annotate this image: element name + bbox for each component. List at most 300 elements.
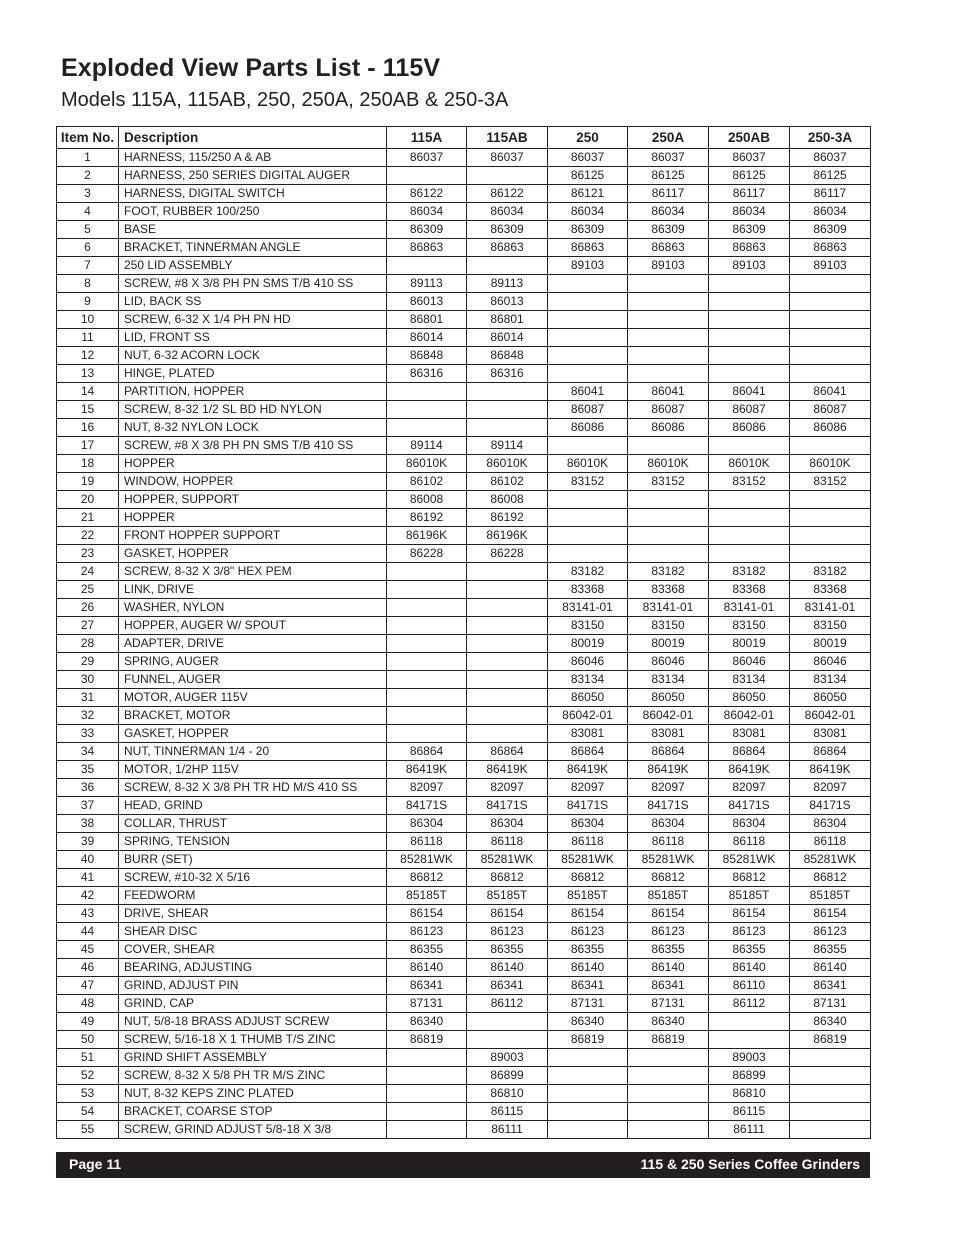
item-no-cell: 28 — [57, 635, 119, 653]
part-115ab-cell: 86037 — [467, 149, 548, 167]
part-250ab-cell: 83134 — [709, 671, 790, 689]
part-250-cell: 83081 — [548, 725, 628, 743]
part-250a-cell: 86309 — [628, 221, 709, 239]
item-no-cell: 48 — [57, 995, 119, 1013]
part-250-cell: 86010K — [548, 455, 628, 473]
part-115a-cell: 87131 — [387, 995, 467, 1013]
part-250-cell: 83141-01 — [548, 599, 628, 617]
part-115a-cell — [387, 1103, 467, 1121]
item-no-cell: 44 — [57, 923, 119, 941]
part-250a-cell: 86340 — [628, 1013, 709, 1031]
item-no-cell: 55 — [57, 1121, 119, 1139]
part-115a-cell: 86801 — [387, 311, 467, 329]
part-115ab-cell — [467, 707, 548, 725]
part-115a-cell: 86154 — [387, 905, 467, 923]
table-row — [57, 941, 871, 959]
part-250-cell: 83152 — [548, 473, 628, 491]
part-250-3a-cell: 83152 — [790, 473, 871, 491]
part-115ab-cell: 86140 — [467, 959, 548, 977]
description-cell: NUT, 8-32 NYLON LOCK — [119, 419, 387, 437]
part-250a-cell: 86154 — [628, 905, 709, 923]
part-250-cell: 87131 — [548, 995, 628, 1013]
part-250-3a-cell: 83150 — [790, 617, 871, 635]
table-row — [57, 203, 871, 221]
part-250-3a-cell — [790, 1103, 871, 1121]
description-cell: MOTOR, 1/2HP 115V — [119, 761, 387, 779]
description-cell: WINDOW, HOPPER — [119, 473, 387, 491]
part-250a-cell: 86041 — [628, 383, 709, 401]
item-no-cell: 39 — [57, 833, 119, 851]
part-115ab-cell — [467, 599, 548, 617]
part-115a-cell: 86196K — [387, 527, 467, 545]
part-250ab-cell — [709, 437, 790, 455]
description-cell: SCREW, 8-32 X 3/8" HEX PEM — [119, 563, 387, 581]
part-250-cell: 86125 — [548, 167, 628, 185]
part-250a-cell: 86037 — [628, 149, 709, 167]
part-250-cell: 86042-01 — [548, 707, 628, 725]
table-row — [57, 833, 871, 851]
part-250-cell: 86819 — [548, 1031, 628, 1049]
part-250-3a-cell: 86037 — [790, 149, 871, 167]
item-no-cell: 15 — [57, 401, 119, 419]
part-115a-cell: 86848 — [387, 347, 467, 365]
table-row — [57, 1121, 871, 1139]
part-250ab-cell: 82097 — [709, 779, 790, 797]
table-row — [57, 779, 871, 797]
part-250-3a-cell: 82097 — [790, 779, 871, 797]
part-115ab-cell — [467, 725, 548, 743]
part-250-cell: 86864 — [548, 743, 628, 761]
part-250-3a-cell: 86304 — [790, 815, 871, 833]
part-250-3a-cell — [790, 545, 871, 563]
part-115a-cell — [387, 563, 467, 581]
part-250a-cell — [628, 311, 709, 329]
table-row — [57, 221, 871, 239]
part-250-3a-cell: 86125 — [790, 167, 871, 185]
table-row — [57, 743, 871, 761]
part-250-3a-cell: 80019 — [790, 635, 871, 653]
table-row — [57, 635, 871, 653]
table-row — [57, 365, 871, 383]
part-250-cell — [548, 491, 628, 509]
item-no-cell: 10 — [57, 311, 119, 329]
part-115ab-cell: 86309 — [467, 221, 548, 239]
table-row — [57, 977, 871, 995]
description-cell: 250 LID ASSEMBLY — [119, 257, 387, 275]
part-115ab-cell: 86196K — [467, 527, 548, 545]
part-250a-cell: 85185T — [628, 887, 709, 905]
part-115a-cell — [387, 1121, 467, 1139]
item-no-cell: 50 — [57, 1031, 119, 1049]
part-250ab-cell: 86812 — [709, 869, 790, 887]
part-250a-cell: 83141-01 — [628, 599, 709, 617]
part-250ab-cell: 86117 — [709, 185, 790, 203]
part-115a-cell: 86140 — [387, 959, 467, 977]
item-no-cell: 54 — [57, 1103, 119, 1121]
table-row — [57, 797, 871, 815]
part-250-3a-cell: 86419K — [790, 761, 871, 779]
page-number: Page 11 — [69, 1156, 122, 1172]
part-115a-cell: 86355 — [387, 941, 467, 959]
table-row — [57, 761, 871, 779]
item-no-cell: 2 — [57, 167, 119, 185]
part-250-3a-cell: 86864 — [790, 743, 871, 761]
part-115ab-cell — [467, 653, 548, 671]
description-cell: GASKET, HOPPER — [119, 545, 387, 563]
part-250a-cell — [628, 1103, 709, 1121]
part-250a-cell: 86010K — [628, 455, 709, 473]
description-cell: FRONT HOPPER SUPPORT — [119, 527, 387, 545]
part-250-3a-cell: 86863 — [790, 239, 871, 257]
part-250-cell: 86123 — [548, 923, 628, 941]
part-250-cell — [548, 1067, 628, 1085]
part-115ab-cell — [467, 563, 548, 581]
part-250-cell: 86304 — [548, 815, 628, 833]
table-row — [57, 1103, 871, 1121]
part-250a-cell: 83081 — [628, 725, 709, 743]
part-115ab-cell: 86419K — [467, 761, 548, 779]
part-250-cell — [548, 311, 628, 329]
part-250ab-cell: 86034 — [709, 203, 790, 221]
description-cell: FUNNEL, AUGER — [119, 671, 387, 689]
part-250a-cell — [628, 491, 709, 509]
part-250-3a-cell — [790, 311, 871, 329]
table-row — [57, 887, 871, 905]
description-cell: NUT, 8-32 KEPS ZINC PLATED — [119, 1085, 387, 1103]
description-cell: HOPPER, SUPPORT — [119, 491, 387, 509]
item-no-cell: 29 — [57, 653, 119, 671]
item-no-cell: 7 — [57, 257, 119, 275]
part-115a-cell — [387, 1067, 467, 1085]
description-cell: NUT, 6-32 ACORN LOCK — [119, 347, 387, 365]
table-row — [57, 311, 871, 329]
part-115ab-cell: 86228 — [467, 545, 548, 563]
table-row — [57, 455, 871, 473]
part-250ab-cell: 86355 — [709, 941, 790, 959]
description-cell: NUT, TINNERMAN 1/4 - 20 — [119, 743, 387, 761]
part-250ab-cell: 86125 — [709, 167, 790, 185]
part-250-cell: 86154 — [548, 905, 628, 923]
part-115a-cell: 86118 — [387, 833, 467, 851]
table-row — [57, 1067, 871, 1085]
part-250ab-cell — [709, 275, 790, 293]
description-cell: BEARING, ADJUSTING — [119, 959, 387, 977]
part-250ab-cell: 86111 — [709, 1121, 790, 1139]
part-250-cell — [548, 1085, 628, 1103]
part-115ab-cell: 86801 — [467, 311, 548, 329]
part-115ab-cell: 89003 — [467, 1049, 548, 1067]
item-no-cell: 38 — [57, 815, 119, 833]
page-footer — [56, 1152, 870, 1178]
part-250a-cell: 83134 — [628, 671, 709, 689]
part-115ab-cell — [467, 257, 548, 275]
table-row — [57, 401, 871, 419]
item-no-cell: 12 — [57, 347, 119, 365]
part-250a-cell: 82097 — [628, 779, 709, 797]
item-no-cell: 14 — [57, 383, 119, 401]
part-250ab-cell: 86010K — [709, 455, 790, 473]
part-250-3a-cell — [790, 293, 871, 311]
part-250-3a-cell: 86819 — [790, 1031, 871, 1049]
part-250ab-cell: 86863 — [709, 239, 790, 257]
table-row — [57, 257, 871, 275]
item-no-cell: 46 — [57, 959, 119, 977]
item-no-cell: 22 — [57, 527, 119, 545]
part-250-3a-cell: 85281WK — [790, 851, 871, 869]
part-115a-cell — [387, 257, 467, 275]
part-250-3a-cell — [790, 437, 871, 455]
part-250-cell — [548, 365, 628, 383]
item-no-cell: 18 — [57, 455, 119, 473]
part-115a-cell — [387, 725, 467, 743]
table-row — [57, 581, 871, 599]
part-250-3a-cell: 83081 — [790, 725, 871, 743]
item-no-cell: 6 — [57, 239, 119, 257]
part-115ab-cell: 86154 — [467, 905, 548, 923]
part-250ab-cell — [709, 1013, 790, 1031]
part-250-3a-cell — [790, 527, 871, 545]
part-250a-cell: 86118 — [628, 833, 709, 851]
part-250a-cell — [628, 437, 709, 455]
part-115a-cell: 86864 — [387, 743, 467, 761]
part-250ab-cell: 83182 — [709, 563, 790, 581]
part-250a-cell: 89103 — [628, 257, 709, 275]
part-250-3a-cell: 89103 — [790, 257, 871, 275]
part-250ab-cell: 86112 — [709, 995, 790, 1013]
part-250-cell: 86419K — [548, 761, 628, 779]
part-250-3a-cell: 87131 — [790, 995, 871, 1013]
table-row — [57, 1085, 871, 1103]
header-250: 250 — [548, 127, 628, 149]
part-250a-cell — [628, 527, 709, 545]
part-250-3a-cell: 86118 — [790, 833, 871, 851]
table-row — [57, 509, 871, 527]
description-cell: HARNESS, 115/250 A & AB — [119, 149, 387, 167]
part-250-cell: 86037 — [548, 149, 628, 167]
part-250ab-cell — [709, 293, 790, 311]
part-250-3a-cell — [790, 365, 871, 383]
table-row — [57, 959, 871, 977]
part-115a-cell: 86309 — [387, 221, 467, 239]
part-115ab-cell: 86122 — [467, 185, 548, 203]
part-250a-cell: 86087 — [628, 401, 709, 419]
part-250-cell — [548, 347, 628, 365]
part-250a-cell: 86819 — [628, 1031, 709, 1049]
table-row — [57, 653, 871, 671]
part-250-3a-cell: 86117 — [790, 185, 871, 203]
part-115ab-cell: 86014 — [467, 329, 548, 347]
part-250a-cell — [628, 329, 709, 347]
part-115ab-cell: 86123 — [467, 923, 548, 941]
part-250-cell: 85281WK — [548, 851, 628, 869]
table-row — [57, 815, 871, 833]
item-no-cell: 52 — [57, 1067, 119, 1085]
description-cell: HOPPER — [119, 455, 387, 473]
description-cell: MOTOR, AUGER 115V — [119, 689, 387, 707]
part-250ab-cell: 86050 — [709, 689, 790, 707]
table-row — [57, 545, 871, 563]
part-115ab-cell: 86112 — [467, 995, 548, 1013]
item-no-cell: 31 — [57, 689, 119, 707]
part-250a-cell: 86046 — [628, 653, 709, 671]
part-115a-cell: 85185T — [387, 887, 467, 905]
part-250a-cell — [628, 1049, 709, 1067]
part-115a-cell: 86037 — [387, 149, 467, 167]
part-250ab-cell: 85185T — [709, 887, 790, 905]
part-250ab-cell: 86086 — [709, 419, 790, 437]
part-115ab-cell: 89114 — [467, 437, 548, 455]
part-115ab-cell — [467, 401, 548, 419]
part-115ab-cell: 86355 — [467, 941, 548, 959]
table-row — [57, 707, 871, 725]
part-250ab-cell — [709, 329, 790, 347]
part-250a-cell: 85281WK — [628, 851, 709, 869]
part-250-cell: 83182 — [548, 563, 628, 581]
description-cell: ADAPTER, DRIVE — [119, 635, 387, 653]
part-250ab-cell: 86042-01 — [709, 707, 790, 725]
item-no-cell: 5 — [57, 221, 119, 239]
part-115a-cell: 86014 — [387, 329, 467, 347]
part-250-cell — [548, 545, 628, 563]
part-115ab-cell — [467, 1013, 548, 1031]
part-250a-cell: 86419K — [628, 761, 709, 779]
table-row — [57, 1049, 871, 1067]
description-cell: HINGE, PLATED — [119, 365, 387, 383]
item-no-cell: 34 — [57, 743, 119, 761]
part-250ab-cell: 86041 — [709, 383, 790, 401]
part-250-cell: 86086 — [548, 419, 628, 437]
part-250-3a-cell: 86341 — [790, 977, 871, 995]
part-250-3a-cell: 86034 — [790, 203, 871, 221]
part-250-cell: 83150 — [548, 617, 628, 635]
part-250a-cell — [628, 1085, 709, 1103]
table-row — [57, 869, 871, 887]
part-250-3a-cell — [790, 347, 871, 365]
part-250ab-cell — [709, 365, 790, 383]
part-115a-cell: 86228 — [387, 545, 467, 563]
series-name: 115 & 250 Series Coffee Grinders — [640, 1156, 860, 1172]
part-250-3a-cell: 86140 — [790, 959, 871, 977]
item-no-cell: 42 — [57, 887, 119, 905]
item-no-cell: 45 — [57, 941, 119, 959]
part-115ab-cell — [467, 581, 548, 599]
part-250-3a-cell: 86087 — [790, 401, 871, 419]
part-250-cell: 86140 — [548, 959, 628, 977]
part-115ab-cell: 86864 — [467, 743, 548, 761]
description-cell: NUT, 5/8-18 BRASS ADJUST SCREW — [119, 1013, 387, 1031]
part-250ab-cell: 86810 — [709, 1085, 790, 1103]
part-250-3a-cell: 86154 — [790, 905, 871, 923]
table-row — [57, 527, 871, 545]
part-250ab-cell: 86087 — [709, 401, 790, 419]
item-no-cell: 4 — [57, 203, 119, 221]
part-250a-cell: 83150 — [628, 617, 709, 635]
item-no-cell: 20 — [57, 491, 119, 509]
description-cell: SCREW, 8-32 1/2 SL BD HD NYLON — [119, 401, 387, 419]
part-250a-cell: 86341 — [628, 977, 709, 995]
item-no-cell: 36 — [57, 779, 119, 797]
part-115a-cell: 86010K — [387, 455, 467, 473]
part-115a-cell: 86122 — [387, 185, 467, 203]
item-no-cell: 13 — [57, 365, 119, 383]
part-250-cell — [548, 509, 628, 527]
part-250a-cell: 86355 — [628, 941, 709, 959]
item-no-cell: 33 — [57, 725, 119, 743]
part-115a-cell — [387, 1085, 467, 1103]
item-no-cell: 47 — [57, 977, 119, 995]
part-115ab-cell: 86192 — [467, 509, 548, 527]
description-cell: BRACKET, TINNERMAN ANGLE — [119, 239, 387, 257]
item-no-cell: 8 — [57, 275, 119, 293]
part-250ab-cell: 86118 — [709, 833, 790, 851]
part-250ab-cell — [709, 311, 790, 329]
description-cell: FEEDWORM — [119, 887, 387, 905]
description-cell: DRIVE, SHEAR — [119, 905, 387, 923]
part-250ab-cell: 83150 — [709, 617, 790, 635]
part-250-3a-cell: 83134 — [790, 671, 871, 689]
part-115a-cell: 84171S — [387, 797, 467, 815]
description-cell: SPRING, TENSION — [119, 833, 387, 851]
table-row — [57, 275, 871, 293]
item-no-cell: 30 — [57, 671, 119, 689]
part-250a-cell — [628, 545, 709, 563]
part-250-cell: 86034 — [548, 203, 628, 221]
part-250ab-cell: 86309 — [709, 221, 790, 239]
part-250-3a-cell: 85185T — [790, 887, 871, 905]
part-115ab-cell: 86115 — [467, 1103, 548, 1121]
description-cell: HARNESS, DIGITAL SWITCH — [119, 185, 387, 203]
part-250ab-cell: 89003 — [709, 1049, 790, 1067]
parts-table-body — [57, 149, 871, 1139]
part-250-3a-cell: 86340 — [790, 1013, 871, 1031]
part-115a-cell: 86034 — [387, 203, 467, 221]
part-250a-cell: 86050 — [628, 689, 709, 707]
item-no-cell: 35 — [57, 761, 119, 779]
part-250a-cell — [628, 275, 709, 293]
page-subtitle: Models 115A, 115AB, 250, 250A, 250AB & 250-3A — [61, 89, 509, 111]
part-250-cell — [548, 1103, 628, 1121]
header-250ab: 250AB — [709, 127, 790, 149]
part-115a-cell: 86123 — [387, 923, 467, 941]
part-250ab-cell — [709, 491, 790, 509]
part-115a-cell — [387, 581, 467, 599]
part-250a-cell: 86140 — [628, 959, 709, 977]
item-no-cell: 40 — [57, 851, 119, 869]
part-250ab-cell: 86110 — [709, 977, 790, 995]
header-item-no: Item No. — [57, 127, 119, 149]
part-250-3a-cell: 86042-01 — [790, 707, 871, 725]
table-row — [57, 329, 871, 347]
description-cell: HOPPER — [119, 509, 387, 527]
item-no-cell: 9 — [57, 293, 119, 311]
part-250-3a-cell: 83141-01 — [790, 599, 871, 617]
part-115ab-cell: 85185T — [467, 887, 548, 905]
part-250ab-cell: 86899 — [709, 1067, 790, 1085]
part-250-3a-cell: 86355 — [790, 941, 871, 959]
description-cell: BURR (SET) — [119, 851, 387, 869]
part-250ab-cell — [709, 1031, 790, 1049]
part-115a-cell: 85281WK — [387, 851, 467, 869]
part-250ab-cell: 83152 — [709, 473, 790, 491]
part-250-cell — [548, 329, 628, 347]
part-250-cell: 80019 — [548, 635, 628, 653]
part-250-3a-cell: 86123 — [790, 923, 871, 941]
part-250a-cell: 86117 — [628, 185, 709, 203]
part-115a-cell: 86341 — [387, 977, 467, 995]
part-250-cell: 86309 — [548, 221, 628, 239]
part-250a-cell: 86863 — [628, 239, 709, 257]
table-row — [57, 149, 871, 167]
